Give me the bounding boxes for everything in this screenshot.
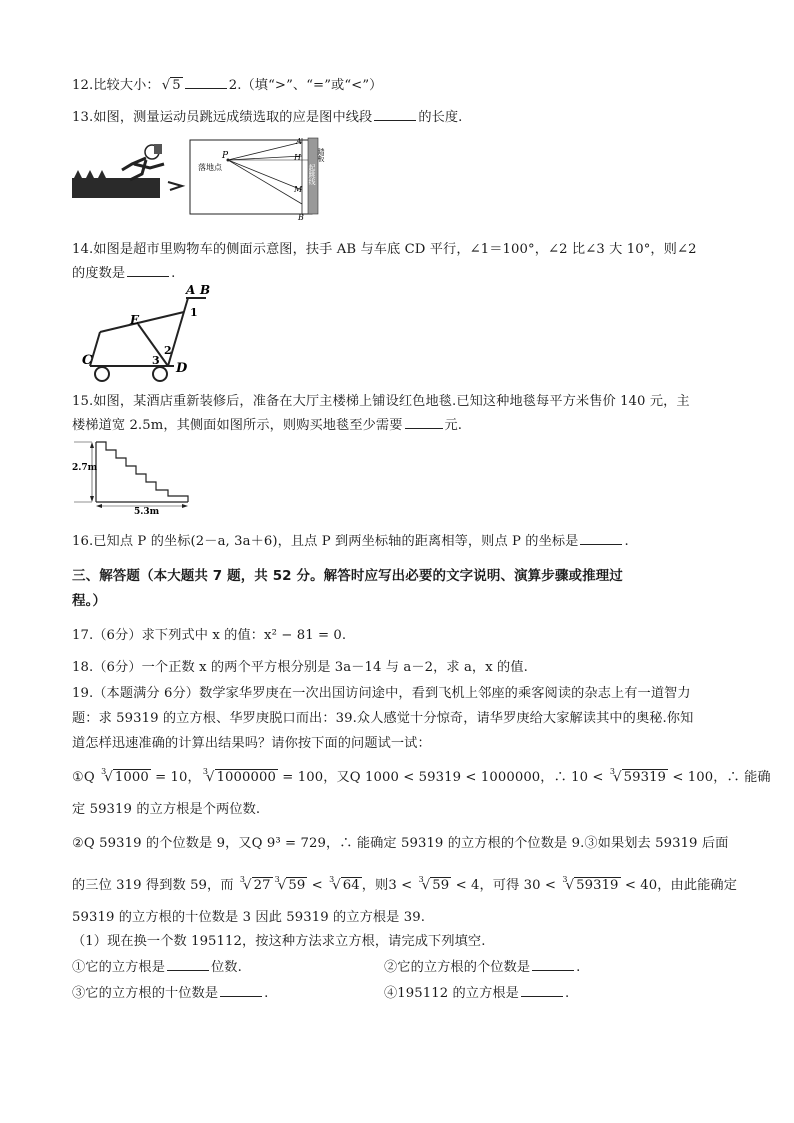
label-e: E [130,313,140,327]
q14-line1: 14.如图是超市里购物车的侧面示意图，扶手 AB 与车底 CD 平行，∠1＝100°，∠2 比∠3 大 10°，则∠2 [72,242,697,257]
section-heading-cont: 程。） [72,593,107,609]
q19-line2: 题：求 59319 的立方根、华罗庚脱口而出：39.众人感觉十分惊奇，请华罗庚给大家解读其中的奥秘.你知 [72,711,694,726]
q19-line5: 定 59319 的立方根是个两位数. [72,802,261,817]
q19-fill4: ④195112 的立方根是 . [384,986,570,1001]
label-width: 5.3m [134,507,160,517]
answer-blank[interactable] [405,427,443,429]
q12-suffix: 2.（填“>”、“=”或“<”） [228,78,383,93]
cuberoot-radical: $^3$√ 59 [418,875,450,893]
label-a: A [186,283,196,297]
label-a: A [296,137,302,146]
q19-line3: 道怎样迅速准确的计算出结果吗？请你按下面的问题试一试： [72,736,431,751]
section-heading: 三、解答题（本大题共 7 题，共 52 分。解答时应写出必要的文字说明、演算步骤或推理过 [72,568,623,584]
answer-blank[interactable] [220,995,262,997]
label-board: 踏板 [317,148,325,162]
shopping-cart-figure [72,282,222,384]
label-h: H [294,153,301,162]
label-takeoff-line: 起跳线 [308,164,316,185]
label-b: B [298,213,304,222]
q13-line: 13.如图，测量运动员跳远成绩选取的应是图中线段 的长度. [72,110,463,125]
q14-line2: 的度数是 . [72,266,176,281]
label-m: M [294,185,303,194]
label-landing: 落地点 [198,163,222,172]
answer-blank[interactable] [521,995,563,997]
long-jump-figure [72,134,325,222]
q19-fill3: ③它的立方根的十位数是 . [72,986,269,1001]
q19-step3: 的三位 319 得到数 59，而 $^3$√ 27 $^3$√ 59 < $^3$√ 64 ，则3 < $^3$√ 59 < 4，可得 30 < $^3$√ 59319 < 40，由此能确定 [72,875,737,893]
answer-blank[interactable] [167,969,209,971]
answer-blank[interactable] [127,275,169,277]
staircase-figure [72,438,202,517]
jumper-image [72,144,182,198]
answer-blank[interactable] [185,87,227,89]
q16-line: 16.已知点 P 的坐标(2－a, 3a＋6)，且点 P 到两坐标轴的距离相等，则点 P 的坐标是 . [72,534,629,549]
q12-line [72,74,382,93]
cuberoot-radical: $^3$√ 1000 [101,767,149,785]
q15-line1: 15.如图，某酒店重新装修后，准备在大厅主楼梯上铺设红色地毯.已知这种地毯每平方米售价 140 元，主 [72,394,690,409]
q19-fill2: ②它的立方根的个位数是 . [384,960,581,975]
cuberoot-radical: $^3$√ 59319 [562,875,619,893]
q19-fill1: ①它的立方根是 位数. [72,960,242,975]
q18-line: 18.（6分）一个正数 x 的两个平方根分别是 3a－14 与 a－2，求 a，x 的值. [72,660,528,675]
q12-prefix: 12.比较大小： [72,78,160,93]
sqrt-radical: √ 5 [161,78,181,93]
answer-blank[interactable] [532,969,574,971]
q19-part1: （1）现在换一个数 195112，按这种方法求立方根，请完成下列填空. [72,934,486,949]
cuberoot-radical: $^3$√ 27 [239,875,271,893]
label-p: P [222,151,229,161]
q19-line1: 19.（本题满分 6分）数学家华罗庚在一次出国访问途中，看到飞机上邻座的乘客阅读的杂志上有一道智力 [72,686,691,701]
label-c: C [82,353,93,368]
q15-line2: 楼梯道宽 2.5m，其侧面如图所示，则购买地毯至少需要 元. [72,418,463,433]
q19-step2: ②Q 59319 的个位数是 9，又Q 9³ = 729，∴ 能确定 59319 的立方根的个位数是 9.③如果划去 59319 后面 [72,836,729,851]
label-d: D [176,361,188,376]
q19-step1: ①Q $^3$√ 1000 = 10， $^3$√ 1000000 = 100，又Q 1000 < 59319 < 1000000，∴ 10 < $^3$√ 59319 < 100，∴ 能确 [72,767,771,785]
cuberoot-radical: $^3$√ 59 [274,875,306,893]
label-height: 2.7m [72,463,98,473]
label-angle1: 1 [190,306,198,319]
label-angle2: 2 [164,344,172,357]
q17-line: 17.（6分）求下列式中 x 的值：x² − 81 = 0. [72,628,347,643]
cuberoot-radical: $^3$√ 1000000 [202,767,276,785]
answer-blank[interactable] [374,119,416,121]
cuberoot-radical: $^3$√ 64 [329,875,360,893]
label-angle3: 3 [152,354,160,367]
q19-line8: 59319 的立方根的十位数是 3 因此 59319 的立方根是 39. [72,910,426,925]
answer-blank[interactable] [580,543,622,545]
cuberoot-radical: $^3$√ 59319 [609,767,667,785]
label-b: B [200,283,211,297]
